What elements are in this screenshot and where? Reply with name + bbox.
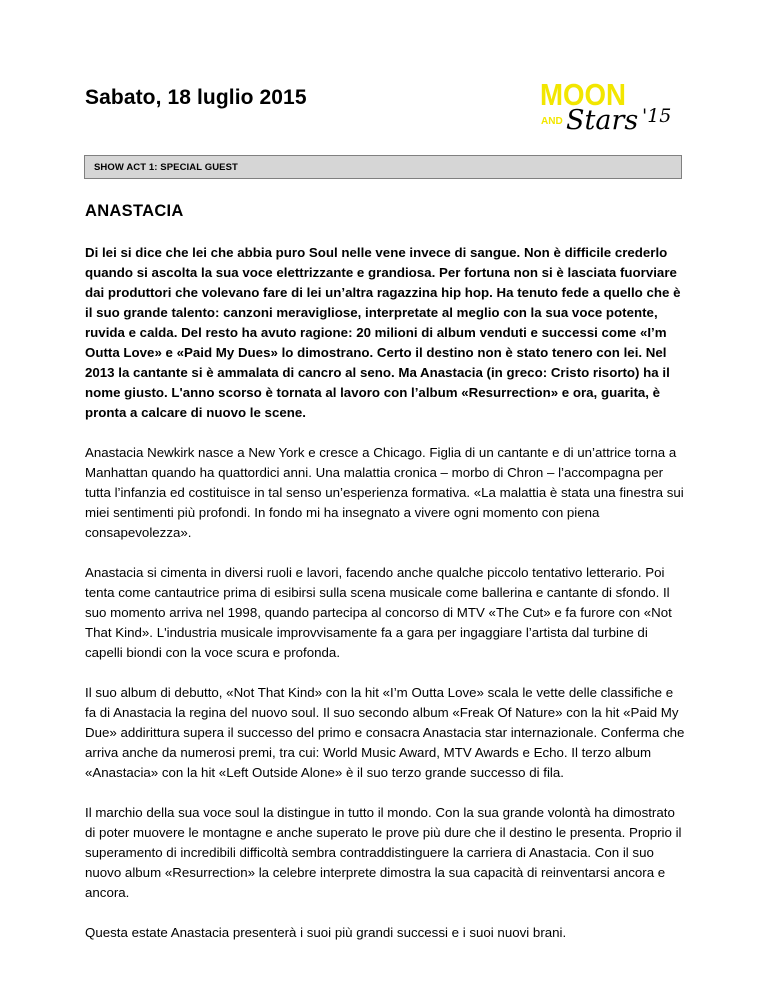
show-act-label: SHOW ACT 1: SPECIAL GUEST <box>94 162 238 173</box>
body-paragraph-5: Questa estate Anastacia presenterà i suoi più grandi successi e i suoi nuovi brani. <box>85 925 567 940</box>
page-date-title: Sabato, 18 luglio 2015 <box>85 86 307 109</box>
body-paragraph-4: Il marchio della sua voce soul la distingue in tutto il mondo. Con la sua grande volontà ha dimostrato di poter muovere le montagne e anche superato le prove più dure che il destino le presenta. Proprio il superamento di incredibili difficoltà sembra contraddistinguere la carriera di Anastacia. Con il suo nuovo album «Resurrection» la celebre interprete dimostra la sua capacità di reinventarsi ancora e ancora. <box>85 805 682 900</box>
body-paragraph-1: Anastacia Newkirk nasce a New York e cresce a Chicago. Figlia di un cantante e di un’attrice torna a Manhattan quando ha quattordici anni. Una malattia cronica – morbo di Chron – l’accompagna per tutta l’infanzia ed costituisce in tal senso un’esperienza formativa. «La malattia è stata una finestra sui miei sentimenti più profondi. In fondo mi ha insegnato a vivere ogni momento con piena consapevolezza». <box>85 445 684 540</box>
logo-year: '15 <box>642 105 672 127</box>
article-body <box>85 243 685 963</box>
logo-word-and: AND <box>541 116 563 127</box>
body-paragraph-3: Il suo album di debutto, «Not That Kind» con la hit «I’m Outta Love» scala le vette delle classifiche e fa di Anastacia la regina del nuovo soul. Il suo secondo album «Freak Of Nature» con la hit «Paid My Due» addirittura supera il successo del primo e consacra Anastacia star internazionale. Conferma che arriva anche da numerosi premi, tra cui: World Music Award, MTV Awards e Echo. Il terzo album «Anastacia» con la hit «Left Outside Alone» è il suo terzo grande successo di fila. <box>85 685 685 780</box>
logo-graphic <box>538 78 688 140</box>
moon-and-stars-logo <box>538 78 688 140</box>
logo-word-moon: MOON <box>540 78 626 112</box>
show-act-bar <box>84 155 682 179</box>
body-paragraph-2: Anastacia si cimenta in diversi ruoli e lavori, facendo anche qualche piccolo tentativo letterario. Poi tenta come cantautrice prima di esibirsi sulla scena musicale come ballerina e cantante di sfondo. Il suo momento arriva nel 1998, quando partecipa al concorso di MTV «The Cut» e fa furore con «Not That Kind». L'industria musicale improvvisamente fa a gara per ingaggiare l’artista dal turbine di capelli biondi con la voce scura e profonda. <box>85 565 672 660</box>
intro-paragraph: Di lei si dice che lei che abbia puro Soul nelle vene invece di sangue. Non è difficile crederlo quando si ascolta la sua voce elettrizzante e grandiosa. Per fortuna non si è lasciata fuorviare dai produttori che volevano fare di lei un’altra ragazzina hip hop. Ha tenuto fede a quello che è il suo grande talento: canzoni meravigliose, interpretate al meglio con la sua voce potente, ruvida e calda. Del resto ha avuto ragione: 20 milioni di album venduti e successi come «I’m Outta Love» e «Paid My Dues» lo dimostrano. Certo il destino non è stato tenero con lei. Nel 2013 la cantante si è ammalata di cancro al seno. Ma Anastacia (in greco: Cristo risorto) ha il nome giusto. L'anno scorso è tornata al lavoro con l’album «Resurrection» e ora, guarita, è pronta a calcare di nuovo le scene. <box>85 245 681 420</box>
logo-word-stars: Stars <box>566 105 639 136</box>
artist-name-heading: ANASTACIA <box>85 202 184 220</box>
